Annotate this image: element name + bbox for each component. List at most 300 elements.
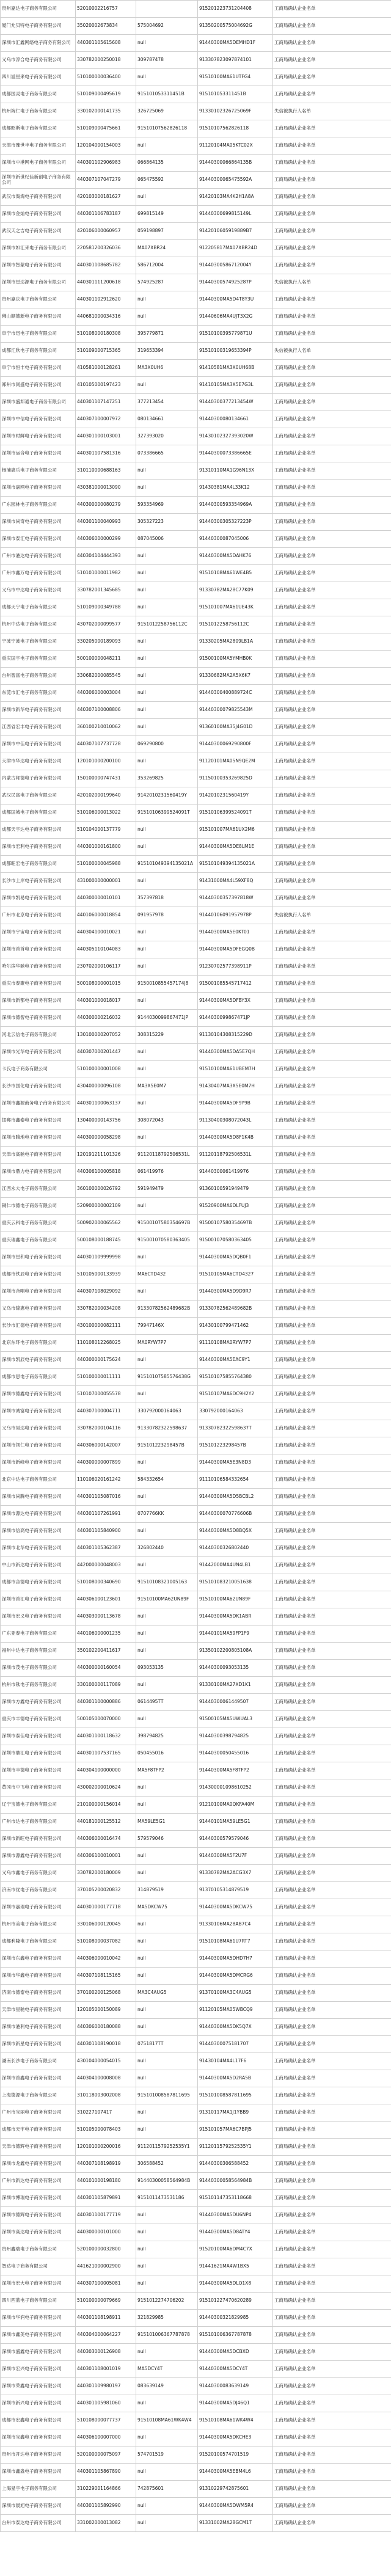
list-type-cell: 工商局确认企业名单 <box>273 599 391 616</box>
credit-code-cell: 91110106584332654 <box>198 1472 273 1489</box>
credit-code-cell: 91330782MA28C77K09 <box>198 582 273 599</box>
list-type-cell: 工商局确认企业名单 <box>273 805 391 822</box>
org-code-cell: null <box>136 1608 198 1626</box>
org-code-cell: 353269825 <box>136 770 198 787</box>
registration-number-cell: 440301000161800 <box>76 839 136 856</box>
credit-code-cell: 91440606MA4UJT3X2G <box>198 308 273 326</box>
list-type-cell: 工商局确认企业名单 <box>273 1968 391 1985</box>
list-type-cell: 工商局确认企业名单 <box>273 1420 391 1437</box>
table-row <box>1 2344 391 2361</box>
org-code-cell: 91510100MA62UN89F <box>136 1591 198 1608</box>
table-row <box>1 411 391 428</box>
org-code-cell: null <box>136 1454 198 1472</box>
company-name-cell: 广东亚泰电子商务有限公司 <box>1 1626 76 1643</box>
table-row <box>1 976 391 993</box>
registration-number-cell: 440306000016474 <box>76 1831 136 1848</box>
company-name-cell: 深圳市丰德电子商务有限公司 <box>1 1762 76 1779</box>
credit-code-cell: 91520100574701519 <box>198 2446 273 2464</box>
credit-code-cell: 91520100MA6DM4C7X <box>198 2241 273 2258</box>
company-name-cell: 深圳市智蒙电子商务有限公司 <box>1 257 76 274</box>
list-type-cell: 工商局确认企业名单 <box>273 1557 391 1574</box>
list-type-cell: 工商局确认企业名单 <box>273 2378 391 2395</box>
registration-number-cell: 440304100010021 <box>76 924 136 941</box>
credit-code-cell: 91440300061419976 <box>198 1164 273 1181</box>
table-row <box>1 1523 391 1540</box>
org-code-cell: null <box>136 2241 198 2258</box>
credit-code-cell: 91330102326725069F <box>198 103 273 120</box>
org-code-cell: null <box>136 2122 198 2139</box>
registration-number-cell: 410581000128261 <box>76 360 136 377</box>
list-type-cell: 工商局确认企业名单 <box>273 2361 391 2378</box>
company-name-cell: 杭州淘仁电子商务有限公司 <box>1 103 76 120</box>
company-name-cell: 深圳市华润电子商务有限公司 <box>1 2310 76 2327</box>
list-type-cell: 工商局确认企业名单 <box>273 787 391 805</box>
list-type-cell: 工商局确认企业名单 <box>273 2053 391 2070</box>
registration-number-cell: 440304000064227 <box>76 2327 136 2344</box>
company-name-cell: 铜仁市德电子商务有限公司 <box>1 1198 76 1215</box>
registration-number-cell: 440306000010042 <box>76 1950 136 1968</box>
registration-number-cell: 440300000175624 <box>76 1352 136 1369</box>
company-name-cell: 四川西蓝电子商务有限公司 <box>1 2293 76 2310</box>
table-row <box>1 394 391 411</box>
registration-number-cell: 440307108198919 <box>76 2156 136 2173</box>
registration-number-cell: 330782000250018 <box>76 52 136 69</box>
credit-code-cell: 91441621MA4W1BX5 <box>198 2258 273 2275</box>
org-code-cell: null <box>136 941 198 958</box>
org-code-cell: 591949479 <box>136 1181 198 1198</box>
credit-code-cell: 91440300MA5D8BQ5X <box>198 1523 273 1540</box>
list-type-cell: 失信被执行人名单 <box>273 103 391 120</box>
list-type-cell: 工商局确认企业名单 <box>273 428 391 445</box>
company-name-cell: 郑州市同盛电子商务有限公司 <box>1 377 76 394</box>
company-name-cell: 深圳市新峰电子商务有限公司 <box>1 1454 76 1472</box>
credit-code-cell: 91510107MA6DC9H2Y2 <box>198 1386 273 1403</box>
registration-number-cell: 520100000032800 <box>76 2241 136 2258</box>
org-code-cell: null <box>136 633 198 651</box>
company-name-cell: 成都利隆电子商务有限公司 <box>1 1933 76 1950</box>
list-type-cell: 工商局确认企业名单 <box>273 976 391 993</box>
org-code-cell <box>136 1 198 18</box>
table-row <box>1 497 391 514</box>
registration-number-cell: 330782001345685 <box>76 582 136 599</box>
table-row <box>1 514 391 531</box>
list-type-cell: 工商局确认企业名单 <box>273 1266 391 1283</box>
org-code-cell: 915101053311451B <box>136 86 198 103</box>
table-row <box>1 1164 391 1181</box>
company-name-cell: 深圳市如汇来电子商务有限公司 <box>1 240 76 257</box>
list-type-cell: 工商局确认企业名单 <box>273 480 391 497</box>
registration-number-cell: 440306000000299 <box>76 531 136 548</box>
list-type-cell: 工商局确认企业名单 <box>273 497 391 514</box>
org-code-cell: 357397818 <box>136 890 198 907</box>
credit-code-cell: 91510108MA61U7RT7 <box>198 1933 273 1950</box>
registration-number-cell: 440304100008008 <box>76 2070 136 2087</box>
credit-code-cell: 915101007MA61UX2M6 <box>198 822 273 839</box>
table-row <box>1 1318 391 1335</box>
credit-code-cell: 91440300MA5DFEGQ0B <box>198 941 273 958</box>
list-type-cell: 工商局确认企业名单 <box>273 1352 391 1369</box>
org-code-cell: 066864135 <box>136 155 198 172</box>
credit-code-cell: 91440300574925287P <box>198 274 273 291</box>
org-code-cell: MA3X0UH6 <box>136 360 198 377</box>
company-name-cell: 贵州嘉达电子商务有限公司 <box>1 1 76 18</box>
credit-code-cell: 91500100MA5YMHB0K <box>198 651 273 668</box>
credit-code-cell: 91440300MA5DMCRG6 <box>198 1968 273 1985</box>
list-type-cell: 工商局确认企业名单 <box>273 1694 391 1711</box>
credit-code-cell: 91440300050455016 <box>198 1745 273 1762</box>
list-type-cell: 工商局确认企业名单 <box>273 2327 391 2344</box>
list-type-cell: 工商局确认企业名单 <box>273 736 391 753</box>
org-code-cell: null <box>136 1283 198 1301</box>
registration-number-cell: 440106000001235 <box>76 1626 136 1643</box>
org-code-cell: 915101223298457B <box>136 1437 198 1454</box>
list-type-cell: 工商局确认企业名单 <box>273 924 391 941</box>
credit-code-cell: 91410581MA3X0UH68B <box>198 360 273 377</box>
table-row <box>1 753 391 770</box>
credit-code-cell: 915101083210051638 <box>198 1574 273 1591</box>
company-name-cell: 深圳市高达电子商务有限公司 <box>1 2224 76 2241</box>
list-type-cell: 工商局确认企业名单 <box>273 1523 391 1540</box>
table-row <box>1 18 391 35</box>
table-row <box>1 1865 391 1882</box>
registration-number-cell: 440306100007000 <box>76 2429 136 2446</box>
registration-number-cell: 150100000747431 <box>76 770 136 787</box>
credit-code-cell: 91440300061449507 <box>198 1694 273 1711</box>
list-type-cell: 工商局确认企业名单 <box>273 2429 391 2446</box>
list-type-cell: 工商局确认企业名单 <box>273 172 391 189</box>
org-code-cell: 574701519 <box>136 2446 198 2464</box>
credit-code-cell: 91440300070776606B <box>198 1506 273 1523</box>
registration-number-cell: 430400000096108 <box>76 1078 136 1095</box>
org-code-cell: null <box>136 1044 198 1061</box>
list-type-cell: 工商局确认企业名单 <box>273 120 391 137</box>
list-type-cell: 工商局确认企业名单 <box>273 1232 391 1249</box>
registration-number-cell: 500902000065562 <box>76 1215 136 1232</box>
credit-code-cell: 912205817MA07XBR24D <box>198 240 273 257</box>
credit-code-cell: 91510108MA61WK4W4 <box>198 2412 273 2429</box>
org-code-cell: 0707766KK <box>136 1506 198 1523</box>
table-row <box>1 1386 391 1403</box>
company-name-cell: 宁波宁波电子商务有限公司 <box>1 633 76 651</box>
credit-code-cell: 91310117MA1J1YBB9 <box>198 2104 273 2122</box>
list-type-cell: 工商局确认企业名单 <box>273 1215 391 1232</box>
table-row <box>1 137 391 155</box>
credit-code-cell: 91440300MA5DKCHE3 <box>198 2429 273 2446</box>
list-type-cell: 失信被执行人名单 <box>273 343 391 360</box>
table-row <box>1 1249 391 1266</box>
company-name-cell: 深圳市德智电子商务有限公司 <box>1 1010 76 1027</box>
company-name-cell: 深圳市宏义电子商务有限公司 <box>1 1608 76 1626</box>
registration-number-cell: 430702000099577 <box>76 616 136 633</box>
org-code-cell: null <box>136 685 198 702</box>
company-name-cell: 深圳市中信电子商务有限公司 <box>1 411 76 428</box>
org-code-cell: 742875601 <box>136 2481 198 2498</box>
org-code-cell: null <box>136 702 198 719</box>
org-code-cell: null <box>136 1865 198 1882</box>
org-code-cell: null <box>136 35 198 52</box>
company-name-cell: 深圳市领仁电子商务有限公司 <box>1 1437 76 1454</box>
registration-number-cell: 410105000197423 <box>76 377 136 394</box>
table-row <box>1 1711 391 1728</box>
credit-code-cell: 91440300066864135B <box>198 155 273 172</box>
org-code-cell: null <box>136 1198 198 1215</box>
list-type-cell: 工商局确认企业名单 <box>273 719 391 736</box>
registration-number-cell: 370105200020832 <box>76 1882 136 1899</box>
list-type-cell: 工商局确认企业名单 <box>273 2395 391 2412</box>
company-name-cell: 武汉天之吉电子商务有限公司 <box>1 223 76 240</box>
org-code-cell: 395779871 <box>136 326 198 343</box>
list-type-cell: 工商局确认企业名单 <box>273 941 391 958</box>
registration-number-cell: 440303000113678 <box>76 1608 136 1626</box>
company-name-cell: 成都市铁辰电子商务有限公司 <box>1 1266 76 1283</box>
list-type-cell: 工商局确认企业名单 <box>273 1797 391 1814</box>
table-row <box>1 445 391 462</box>
table-row <box>1 582 391 599</box>
list-type-cell: 工商局确认企业名单 <box>273 1574 391 1591</box>
registration-number-cell: 310229001164866 <box>76 2481 136 2498</box>
list-type-cell: 工商局确认企业名单 <box>273 1643 391 1660</box>
company-name-cell: 成都市天宇电子商务有限公司 <box>1 2122 76 2139</box>
company-name-cell: 上海星宇电子商务有限公司 <box>1 2481 76 2498</box>
credit-code-cell: 91440300MA5DAHK76 <box>198 548 273 565</box>
list-type-cell: 工商局确认企业名单 <box>273 1095 391 1112</box>
list-type-cell: 工商局确认企业名单 <box>273 514 391 531</box>
credit-code-cell: 91440300MA5E3N8D3 <box>198 1454 273 1472</box>
table-row <box>1 2310 391 2327</box>
table-row <box>1 2224 391 2241</box>
company-name-cell: 深圳市晨旭电子商务有限公司 <box>1 2498 76 2515</box>
registration-number-cell: 500100000048211 <box>76 651 136 668</box>
company-name-cell: 深圳市运合电子商务有限公司 <box>1 445 76 462</box>
credit-code-cell: 91440300079825543M <box>198 702 273 719</box>
registration-number-cell: 440300000216032 <box>76 1010 136 1027</box>
table-row <box>1 1643 391 1660</box>
company-name-cell: 深圳市尚腾电子商务有限公司 <box>1 1489 76 1506</box>
list-type-cell: 工商局确认企业名单 <box>273 2446 391 2464</box>
registration-number-cell: 440307107047279 <box>76 172 136 189</box>
registration-number-cell: 500108000188745 <box>76 1232 136 1249</box>
credit-code-cell: 91120118792506531L <box>198 1147 273 1164</box>
company-name-cell: 邯郸市鑫泰电子商务有限公司 <box>1 1112 76 1129</box>
list-type-cell: 工商局确认企业名单 <box>273 2207 391 2224</box>
org-code-cell: 0614495TT <box>136 1694 198 1711</box>
org-code-cell: MA0RYW7P7 <box>136 1335 198 1352</box>
list-type-cell: 工商局确认企业名单 <box>273 1369 391 1386</box>
registration-number-cell: 510106000013022 <box>76 805 136 822</box>
company-name-cell: 深圳市凯辰电子商务有限公司 <box>1 1352 76 1369</box>
company-name-cell: 佛山顺德新电子商务有限公司 <box>1 308 76 326</box>
company-name-cell: 河北云信电子商务有限公司 <box>1 1027 76 1044</box>
table-row <box>1 770 391 787</box>
credit-code-cell: 91360100591949479 <box>198 1181 273 1198</box>
credit-code-cell: 91440300MA5DE8LM1E <box>198 839 273 856</box>
org-code-cell: null <box>136 1916 198 1933</box>
table-row <box>1 2429 391 2446</box>
list-type-cell: 工商局确认企业名单 <box>273 1779 391 1797</box>
table-row <box>1 565 391 582</box>
org-code-cell: null <box>136 377 198 394</box>
org-code-cell: MA3C4AUG5 <box>136 1985 198 2002</box>
org-code-cell: 326725069 <box>136 103 198 120</box>
company-name-cell: 深圳市星达源电子商务有限公司 <box>1 274 76 291</box>
company-name-cell: 贵州鑫瑞电子商务有限公司 <box>1 2241 76 2258</box>
table-row <box>1 1608 391 1626</box>
table-row <box>1 1660 391 1677</box>
list-type-cell: 工商局确认企业名单 <box>273 2344 391 2361</box>
table-row <box>1 839 391 856</box>
list-type-cell: 工商局确认企业名单 <box>273 1437 391 1454</box>
company-name-cell: 北京东环电子商务有限公司 <box>1 1335 76 1352</box>
credit-code-cell: 91440300MA5DEMHD1F <box>198 35 273 52</box>
table-row <box>1 86 391 103</box>
registration-number-cell: 440301105879891 <box>76 2190 136 2207</box>
credit-code-cell: 91440300MA5D5BCBL2 <box>198 1489 273 1506</box>
credit-code-cell: 91120101MA05N9QE2M <box>198 753 273 770</box>
list-type-cell: 工商局确认企业名单 <box>273 2293 391 2310</box>
list-type-cell: 工商局确认企业名单 <box>273 1044 391 1061</box>
registration-number-cell: 440307108115165 <box>76 1968 136 1985</box>
credit-code-cell: 91440300MA5D2RA5B <box>198 2070 273 2087</box>
credit-code-cell: 915101227470620289 <box>198 2293 273 2310</box>
registration-number-cell: 510105000133939 <box>76 1266 136 1283</box>
table-row <box>1 1489 391 1506</box>
org-code-cell: null <box>136 2019 198 2036</box>
company-name-cell: 长沙市汇德电子商务有限公司 <box>1 1318 76 1335</box>
registration-number-cell: 510100000001008 <box>76 1061 136 1078</box>
org-code-cell: 326802440 <box>136 1540 198 1557</box>
registration-number-cell: 440307107737728 <box>76 736 136 753</box>
org-code-cell: null <box>136 753 198 770</box>
org-code-cell: MA5DKCW75 <box>136 1899 198 1916</box>
org-code-cell: null <box>136 1950 198 1968</box>
table-row <box>1 1061 391 1078</box>
table-row <box>1 1882 391 1899</box>
credit-code-cell: 9142010231560419Y <box>198 787 273 805</box>
table-row <box>1 2241 391 2258</box>
registration-number-cell: 420106000060957 <box>76 223 136 240</box>
credit-code-cell: 91440300MA5DQB0F1 <box>198 1249 273 1266</box>
table-row <box>1 2087 391 2104</box>
credit-code-cell: 91370100MA3C4AUG5 <box>198 1985 273 2002</box>
org-code-cell: null <box>136 69 198 86</box>
company-name-cell: 深圳市华鑫电子商务有限公司 <box>1 1968 76 1985</box>
credit-code-cell: 91440300377213454W <box>198 394 273 411</box>
table-row <box>1 787 391 805</box>
org-code-cell: null <box>136 2395 198 2412</box>
credit-code-cell: 330792000164063 <box>198 1403 273 1420</box>
org-code-cell: null <box>136 1779 198 1797</box>
table-row <box>1 52 391 69</box>
company-name-cell: 杭州市美电子商务有限公司 <box>1 1916 76 1933</box>
credit-code-cell: 91440300MA5DK5Q7X <box>198 2019 273 2036</box>
company-name-cell: 重庆国宇电子商务有限公司 <box>1 651 76 668</box>
company-name-cell: 天津市星驰电子商务有限公司 <box>1 2002 76 2019</box>
list-type-cell: 工商局确认企业名单 <box>273 2190 391 2207</box>
company-name-cell: 深圳市星和电子商务有限公司 <box>1 1249 76 1266</box>
company-name-cell: 武汉民富电子商务有限公司 <box>1 787 76 805</box>
registration-number-cell: 330100000117089 <box>76 1677 136 1694</box>
list-type-cell: 工商局确认企业名单 <box>273 1728 391 1745</box>
table-row <box>1 1215 391 1232</box>
list-type-cell: 工商局确认企业名单 <box>273 1472 391 1489</box>
credit-code-cell: 91330205MA2809LB1A <box>198 633 273 651</box>
list-type-cell: 工商局确认企业名单 <box>273 633 391 651</box>
table-row <box>1 2378 391 2395</box>
list-type-cell: 工商局确认企业名单 <box>273 1129 391 1147</box>
credit-code-cell: 91440300058564984B <box>198 2173 273 2190</box>
company-name-cell: 成都天宇达电子商务有限公司 <box>1 822 76 839</box>
org-code-cell: null <box>136 993 198 1010</box>
table-row <box>1 103 391 120</box>
org-code-cell: 314879519 <box>136 1882 198 1899</box>
org-code-cell: 586712004 <box>136 257 198 274</box>
registration-number-cell: 440301108198911 <box>76 2310 136 2327</box>
list-type-cell: 工商局确认企业名单 <box>273 1454 391 1472</box>
table-row <box>1 856 391 873</box>
credit-code-cell: 91440300065475592A <box>198 172 273 189</box>
credit-code-cell: 91440101MA59LE5G1 <box>198 1814 273 1831</box>
credit-code-cell: 91230702577398911P <box>198 958 273 976</box>
registration-number-cell: 330205000189093 <box>76 633 136 651</box>
org-code-cell: null <box>136 1557 198 1574</box>
list-type-cell: 工商局确认企业名单 <box>273 702 391 719</box>
table-row <box>1 1557 391 1574</box>
table-row <box>1 2207 391 2224</box>
registration-number-cell: 510108000180308 <box>76 326 136 343</box>
org-code-cell: 9151012274706202 <box>136 2293 198 2310</box>
table-row <box>1 2173 391 2190</box>
company-name-cell: 深圳市东鑫电子商务有限公司 <box>1 1950 76 1968</box>
table-row <box>1 1506 391 1523</box>
org-code-cell: 699815149 <box>136 206 198 223</box>
company-name-cell: 哈尔滨华驰电子商务有限公司 <box>1 958 76 976</box>
list-type-cell: 工商局确认企业名单 <box>273 1831 391 1848</box>
table-row <box>1 1078 391 1095</box>
company-name-cell: 上海德源电子商务有限公司 <box>1 2087 76 2104</box>
list-type-cell: 工商局确认企业名单 <box>273 155 391 172</box>
company-name-cell: 辽宁宝德电子商务有限公司 <box>1 1797 76 1814</box>
credit-code-cell: 91440300MA5F2U7F <box>198 1848 273 1865</box>
table-row <box>1 462 391 480</box>
list-type-cell: 失信被执行人名单 <box>273 274 391 291</box>
org-code-cell: 91510106399524091T <box>136 805 198 822</box>
registration-number-cell: 130400000143756 <box>76 1112 136 1129</box>
table-row <box>1 531 391 548</box>
list-type-cell: 工商局确认企业名单 <box>273 2481 391 2498</box>
registration-number-cell: 52010002216757 <box>76 1 136 18</box>
credit-code-cell: 91440300MA5DKCW75 <box>198 1899 273 1916</box>
credit-code-cell: 91440300398794825 <box>198 1728 273 1745</box>
registration-number-cell: 440306100010001 <box>76 1848 136 1865</box>
table-row <box>1 2395 391 2412</box>
org-code-cell: 91120118792506531L <box>136 1147 198 1164</box>
org-code-cell: null <box>136 1489 198 1506</box>
registration-number-cell: 120105000150089 <box>76 2002 136 2019</box>
credit-code-cell: 91440101MA59FP1F9 <box>198 1626 273 1643</box>
table-row <box>1 958 391 976</box>
org-code-cell: null <box>136 2104 198 2122</box>
org-code-cell: 091957978 <box>136 907 198 924</box>
credit-code-cell: 915101049394135021A <box>198 856 273 873</box>
credit-code-cell: 91430381MA4L33K12 <box>198 480 273 497</box>
list-type-cell: 工商局确认企业名单 <box>273 958 391 976</box>
list-type-cell: 工商局确认企业名单 <box>273 1386 391 1403</box>
registration-number-cell: 510107000055578 <box>76 1386 136 1403</box>
credit-code-cell: 91440300069290800F <box>198 736 273 753</box>
table-row <box>1 1403 391 1420</box>
registration-number-cell: 440306000003004 <box>76 685 136 702</box>
list-type-cell: 工商局确认企业名单 <box>273 582 391 599</box>
